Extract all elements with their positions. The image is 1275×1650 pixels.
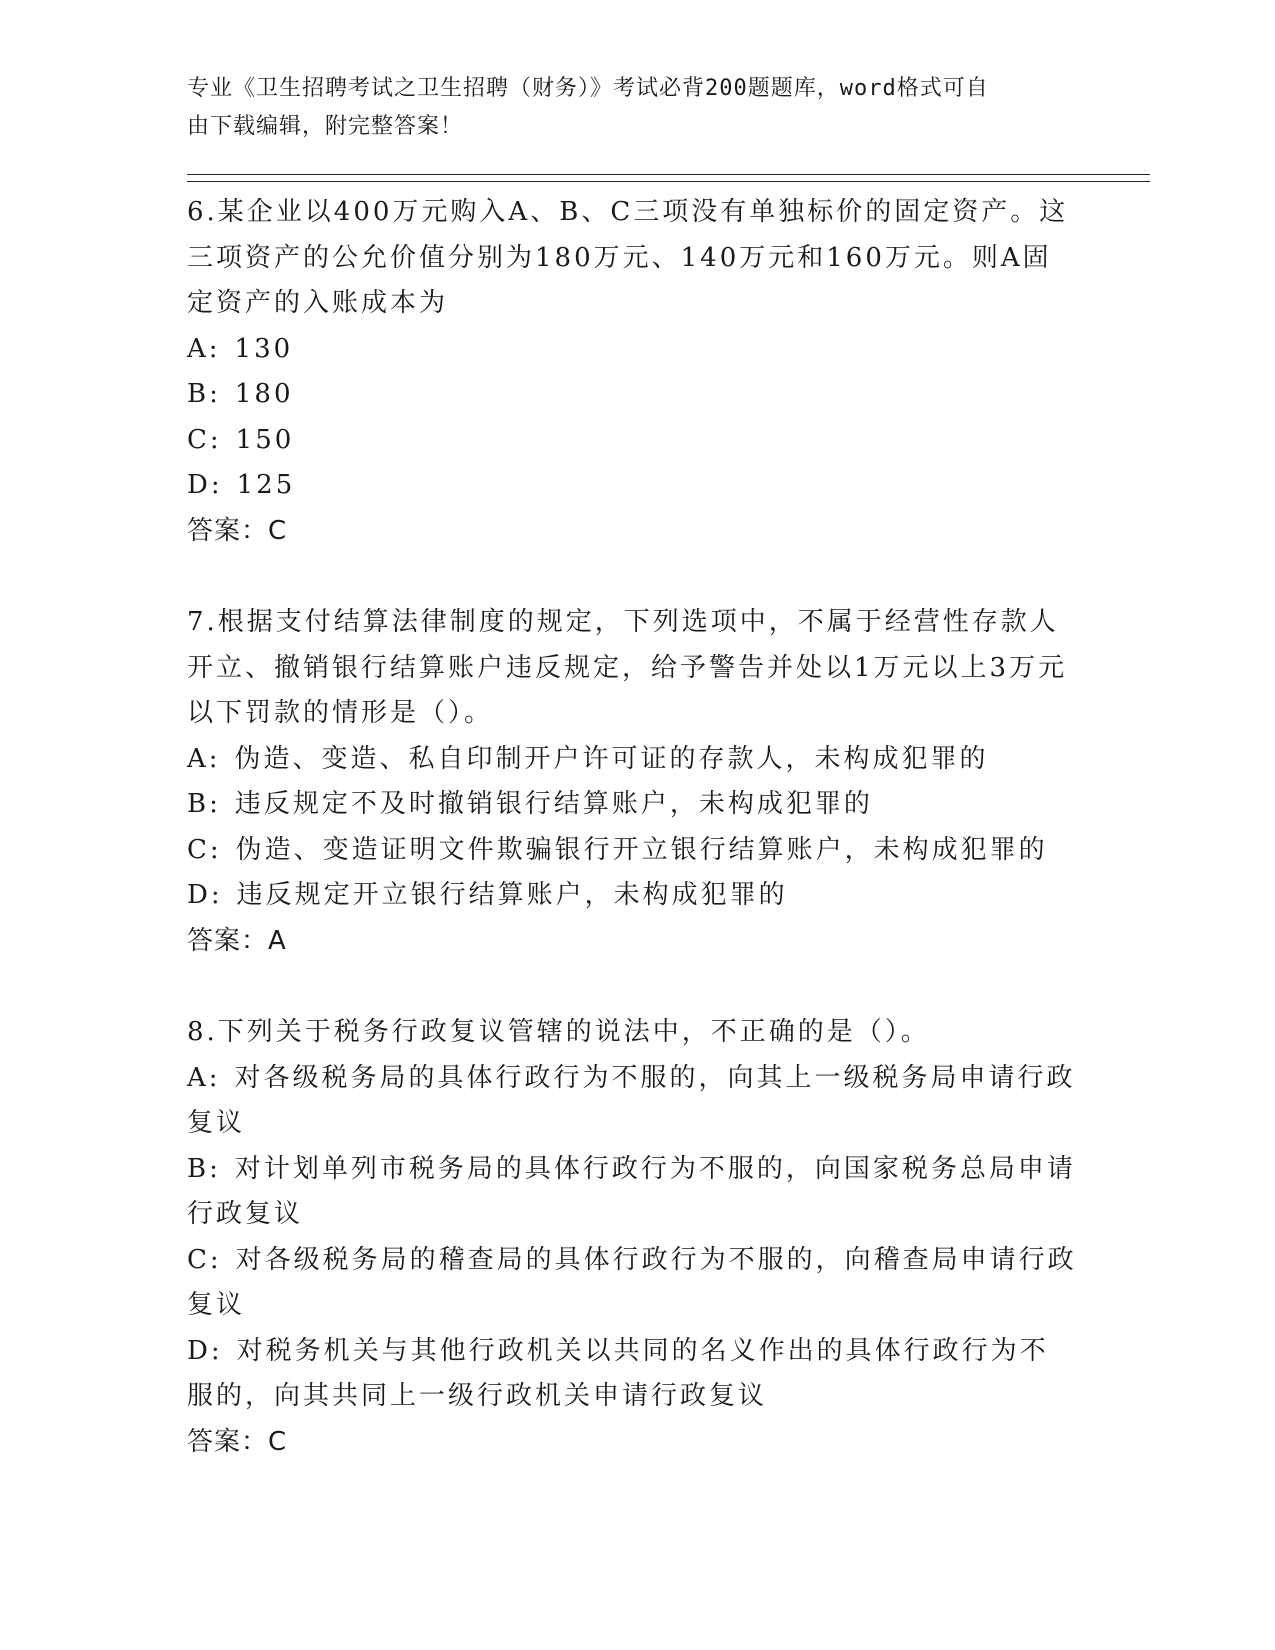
answer-line: 答案：C [187,515,288,546]
option-letter: D: [187,880,223,910]
option-text: 180 [234,379,294,409]
option-letter: A: [187,1062,221,1093]
answer-line: 答案：C [187,1426,288,1457]
question-list [187,190,1077,1511]
option-text: 对各级税务局的具体行政行为不服的，向其上一级税务局申请行政复议 [187,1062,1076,1138]
option-a [187,327,1077,373]
option-text: 伪造、变造、私自印制开户许可证的存款人，未构成犯罪的 [234,743,989,774]
option-letter: A: [187,743,221,774]
question-6 [187,190,1077,554]
question-8 [187,1010,1077,1465]
option-letter: A: [187,333,221,364]
option-b [187,1147,1077,1238]
option-letter: B: [187,1153,221,1184]
option-letter: D: [187,1335,223,1366]
option-text: 对各级税务局的稽查局的具体行政行为不服的，向稽查局申请行政复议 [187,1244,1077,1320]
option-text: 违反规定开立银行结算账户，未构成犯罪的 [236,880,788,910]
option-a [187,1056,1077,1147]
question-stem: 8.下列关于税务行政复议管辖的说法中，不正确的是（）。 [187,1017,930,1047]
option-a [187,737,1077,783]
option-text: 违反规定不及时撤销银行结算账户，未构成犯罪的 [234,789,873,819]
option-text: 对计划单列市税务局的具体行政行为不服的，向国家税务总局申请行政复议 [187,1153,1076,1229]
answer-line: 答案：A [187,925,287,956]
option-letter: C: [187,424,222,455]
option-letter: C: [187,834,222,865]
header-line-1: 专业《卫生招聘考试之卫生招聘（财务）》考试必背200题题库，word格式可自 [187,76,989,101]
option-letter: B: [187,379,221,409]
option-d [187,873,1077,919]
document-header [187,70,1067,146]
option-b [187,372,1077,418]
option-d [187,463,1077,509]
option-c [187,418,1077,464]
option-b [187,782,1077,828]
header-divider-top [187,174,1150,175]
question-stem: 7.根据支付结算法律制度的规定，下列选项中，不属于经营性存款人开立、撤销银行结算账户违反规定，给予警告并处以1万元以上3万元以下罚款的情形是（）。 [187,607,1068,728]
question-stem: 6.某企业以400万元购入A、B、C三项没有单独标价的固定资产。这三项资产的公允价值分别为180万元、140万元和160万元。则A固定资产的入账成本为 [187,197,1069,318]
question-7 [187,600,1077,964]
header-divider-bottom [187,181,1150,182]
option-text: 130 [234,333,294,364]
option-text: 150 [235,424,295,455]
header-line-2: 由下载编辑，附完整答案！ [187,114,464,139]
option-letter: C: [187,1244,222,1275]
option-d [187,1329,1077,1420]
option-text: 对税务机关与其他行政机关以共同的名义作出的具体行政行为不服的，向其共同上一级行政机关申请行政复议 [187,1335,1049,1411]
option-c [187,1238,1077,1329]
option-letter: B: [187,789,221,819]
option-text: 125 [236,470,296,500]
option-text: 伪造、变造证明文件欺骗银行开立银行结算账户，未构成犯罪的 [235,834,1048,865]
option-c [187,828,1077,874]
option-letter: D: [187,470,223,500]
